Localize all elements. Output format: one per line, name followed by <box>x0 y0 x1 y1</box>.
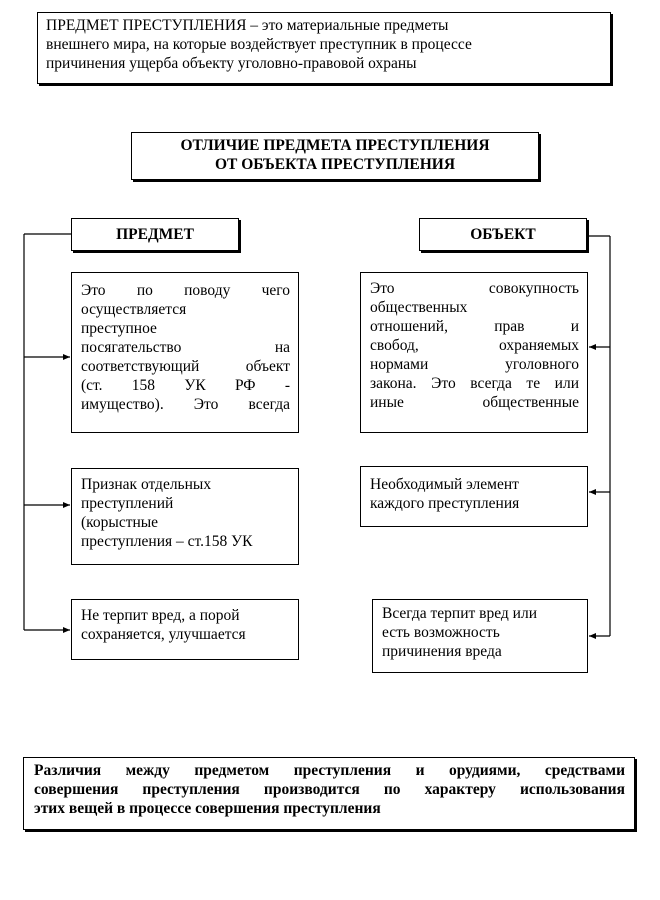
note-line-1: Различия между предметом преступления и орудиями, средствами <box>34 762 625 779</box>
object-box-2: Необходимый элемент каждого преступления <box>360 466 588 527</box>
note-box <box>23 757 635 830</box>
object-box-1: Это совокупность общественных отношений, прав и свобод, охраняемых нормами уголовного закона. Это всегда те или иные общественные <box>360 272 588 433</box>
object-header-label: ОБЪЕКТ <box>470 226 536 243</box>
subject-box-1: Это по поводу чего осуществляется преступное посягательство на соответствующий объект (ст. 158 УК РФ - имущество). Это всегда <box>71 272 299 433</box>
subject-box-2: Признак отдельных преступлений (корыстные преступления – ст.158 УК <box>71 468 299 565</box>
note-line-2: совершения преступления производится по характеру использования <box>34 781 625 798</box>
subject-header-label: ПРЕДМЕТ <box>116 226 194 243</box>
title-line-2: ОТ ОБЪЕКТА ПРЕСТУПЛЕНИЯ <box>214 156 456 173</box>
definition-line-3: причинения ущерба объекту уголовно-правовой охраны <box>46 55 417 72</box>
subject-header <box>71 218 239 251</box>
definition-term: ПРЕДМЕТ ПРЕСТУПЛЕНИЯ <box>46 17 247 34</box>
definition-line-2: внешнего мира, на которые воздействует преступник в процессе <box>46 36 472 53</box>
definition-line-1: ПРЕДМЕТ ПРЕСТУПЛЕНИЯ – это материальные предметы <box>46 17 449 34</box>
left-bracket <box>24 234 71 630</box>
note-line-3: этих вещей в процессе совершения преступления <box>34 800 381 817</box>
right-bracket <box>587 236 610 636</box>
object-header <box>419 218 587 251</box>
object-box-3: Всегда терпит вред или есть возможность причинения вреда <box>372 599 588 673</box>
subject-box-3: Не терпит вред, а порой сохраняется, улучшается <box>71 599 299 660</box>
title-line-1: ОТЛИЧИЕ ПРЕДМЕТА ПРЕСТУПЛЕНИЯ <box>180 137 490 154</box>
